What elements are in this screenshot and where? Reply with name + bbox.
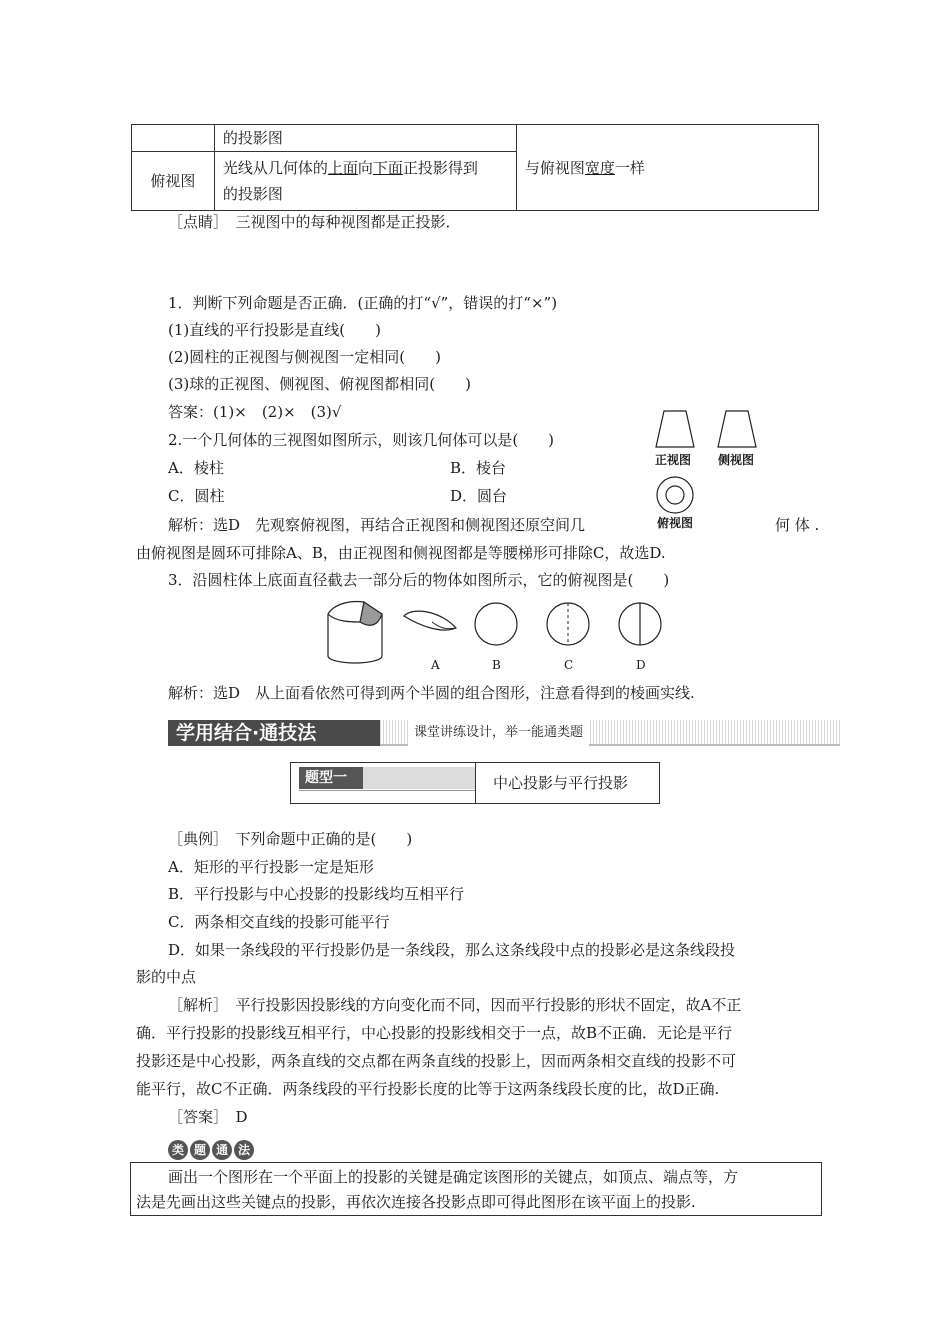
q1-item: (3)球的正视图、侧视图、俯视图都相同( ) [168,375,471,393]
side-view-label: 侧视图 [718,453,755,467]
example-analysis: ［解析］ 平行投影因投影线的方向变化而不同，因而平行投影的形状不固定，故A不正 [168,996,742,1014]
example-option-d-cont: 影的中点 [136,968,197,986]
type-tag: 题型一 [299,767,475,789]
section-subtitle: 课堂讲练设计，举一能通类题 [408,720,589,746]
example-answer: ［答案］ D [168,1108,248,1126]
q3-stem: 3．沿圆柱体上底面直径截去一部分后的物体如图所示，它的俯视图是( ) [168,571,670,589]
badge-char: 题 [190,1140,210,1160]
option-a-label: A [431,658,440,672]
option-d-label: D [636,658,646,672]
table-cell-width-rule: 与俯视图宽度一样 [516,125,818,211]
front-view-trapezoid [656,411,694,447]
side-view-trapezoid [718,411,756,447]
summary-box [130,1162,822,1216]
section-heading [168,720,840,746]
summary-badge [168,1140,254,1160]
summary-line: 法是先画出这些关键点的投影，再依次连接各投影点即可得此图形在该平面上的投影. [136,1193,696,1211]
front-view-label: 正视图 [655,453,692,467]
example-stem: ［典例］ 下列命题中正确的是( ) [168,830,413,848]
example-option-b: B．平行投影与中心投影的投影线均互相平行 [168,885,465,903]
q1-stem: 1．判断下列命题是否正确．(正确的打“√”，错误的打“×”) [168,294,558,312]
badge-char: 通 [212,1140,232,1160]
note-point: ［点睛］ 三视图中的每种视图都是正投影． [168,213,461,231]
example-option-d: D．如果一条线段的平行投影仍是一条线段，那么这条线段中点的投影必是这条线段投 [168,941,736,959]
option-c-label: C [564,658,574,672]
example-analysis: 能平行，故C不正确．两条线段的平行投影长度的比等于这两条线段长度的比，故D正确. [136,1080,720,1098]
type-box [290,762,660,804]
badge-char: 法 [234,1140,254,1160]
table-cell-empty [132,125,215,152]
q2-option-a: A．棱柱 [168,459,224,477]
table-cell-top-view: 俯视图 [132,152,215,211]
example-option-a: A．矩形的平行投影一定是矩形 [168,858,374,876]
q2-stem: 2.一个几何体的三视图如图所示，则该几何体可以是( ) [168,431,555,449]
cylinder-cut-face [360,602,382,625]
q2-option-c: C．圆柱 [168,487,225,505]
badge-char: 类 [168,1140,188,1160]
top-view-inner-circle [666,486,684,504]
example-option-c: C．两条相交直线的投影可能平行 [168,913,390,931]
q2-option-d: D．圆台 [450,487,508,505]
top-view-label: 俯视图 [657,516,694,530]
example-analysis: 确．平行投影的投影线互相平行，中心投影的投影线相交于一点，故B不正确．无论是平行 [136,1024,733,1042]
top-view-outer-circle [657,477,693,513]
summary-line: 画出一个图形在一个平面上的投影的关键是确定该图形的关键点，如顶点、端点等，方 [168,1168,739,1186]
q2-analysis: 解析：选D 先观察俯视图，再结合正视图和侧视图还原空间几 [168,516,586,534]
q1-item: (2)圆柱的正视图与侧视图一定相同( ) [168,348,441,366]
section-title: 学用结合·通技法 [176,722,317,744]
q1-item: (1)直线的平行投影是直线( ) [168,321,381,339]
option-b-label: B [492,658,501,672]
q1-answer: 答案：(1)× (2)× (3)√ [168,403,342,421]
type-title: 中心投影与平行投影 [493,774,629,792]
q3-analysis: 解析：选D 从上面看依然可得到两个半圆的组合图形，注意看得到的棱画实线. [168,684,695,702]
example-analysis: 投影还是中心投影，两条直线的交点都在两条直线的投影上，因而两条相交直线的投影不可 [136,1052,737,1070]
option-b-circle [475,603,517,645]
table-cell-top-view-desc: 光线从几何体的上面向下面正投影得到 的投影图 [214,152,516,211]
table-cell: 的投影图 [214,125,516,152]
q2-analysis-tail: 何 体 . [775,516,820,534]
option-a-shape [404,611,456,630]
views-table [131,124,819,211]
q2-analysis-cont: 由俯视图是圆环可排除A、B，由正视图和侧视图都是等腰梯形可排除C，故选D. [136,544,666,562]
q2-option-b: B．棱台 [450,459,507,477]
